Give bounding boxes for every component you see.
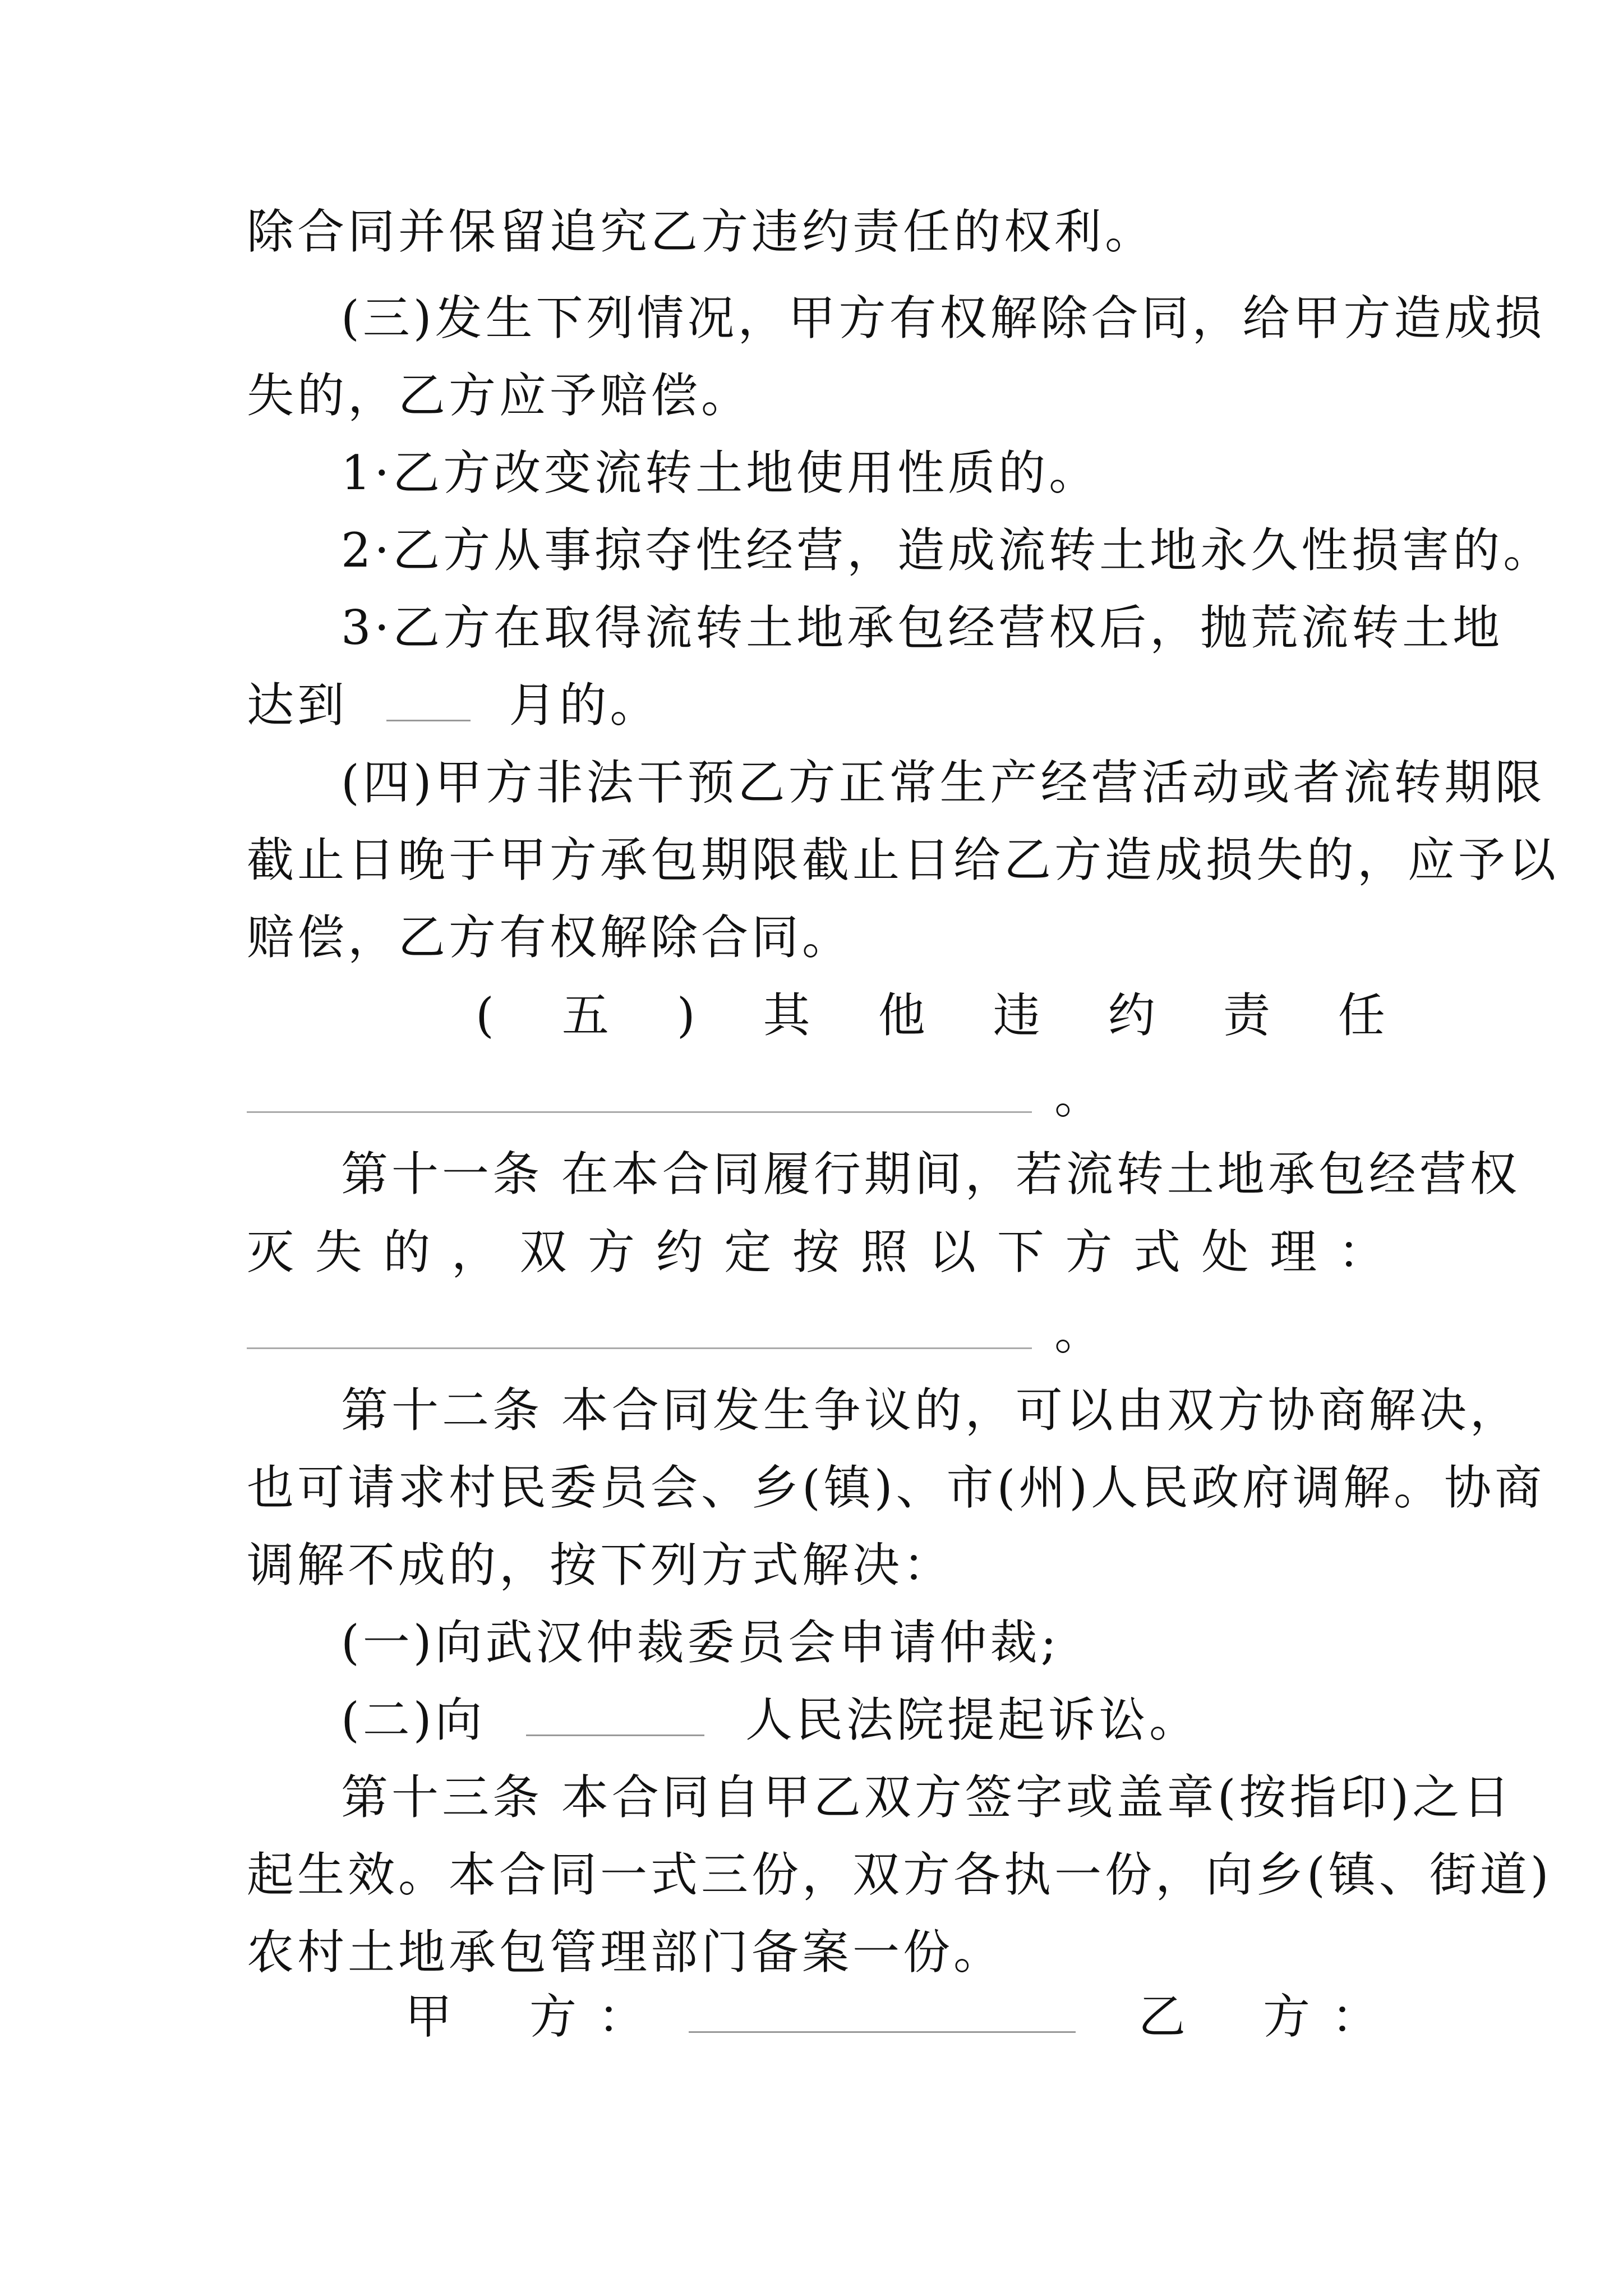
char: 按	[792, 1225, 840, 1280]
article-heading: 第十二条 本合同发生争议的，可以由双方协商解决，	[341, 1383, 1520, 1438]
char: 失	[315, 1225, 362, 1280]
line-text: 达到	[247, 678, 348, 733]
char: 责	[1223, 988, 1270, 1043]
char: 约	[656, 1225, 703, 1280]
article-heading: 第十三条 本合同自甲乙双方签字或盖章(按指印)之日	[341, 1770, 1514, 1825]
list-item	[341, 1692, 1385, 1748]
char: 方	[588, 1225, 635, 1280]
char: 甲	[405, 1989, 453, 2044]
char: (	[476, 988, 494, 1043]
char: ：	[1338, 1225, 1385, 1280]
char: 乙	[1138, 1989, 1186, 2044]
paragraph-line: 失的，乙方应予赔偿。	[247, 368, 752, 423]
char: ：	[598, 1989, 645, 2044]
paragraph-line: 除合同并保留追究乙方违约责任的权利。	[247, 204, 1156, 259]
paragraph-line: 赔偿，乙方有权解除合同。	[247, 910, 853, 965]
fill-in-blank	[386, 678, 471, 721]
list-item: 2·乙方从事掠夺性经营，造成流转土地永久性损害的。	[341, 523, 1554, 578]
line-text: 。	[1054, 1069, 1102, 1124]
list-item: 1·乙方改变流转土地使用性质的。	[341, 445, 1100, 500]
char: 约	[1108, 988, 1155, 1043]
char: 处	[1201, 1225, 1249, 1280]
char: 他	[878, 988, 925, 1043]
paragraph-line: (四)甲方非法干预乙方正常生产经营活动或者流转期限	[341, 755, 1546, 810]
fill-in-line	[247, 1069, 1101, 1125]
party-a-signature-field	[689, 1989, 1076, 2045]
list-item: 3·乙方在取得流转土地承包经营权后，抛荒流转土地	[341, 600, 1504, 655]
char: 的	[383, 1225, 431, 1280]
char: 以	[929, 1225, 976, 1280]
char: 双	[519, 1225, 567, 1280]
fill-in-blank	[247, 1308, 1032, 1349]
list-item: (一)向武汉仲裁委员会申请仲裁;	[341, 1615, 1060, 1670]
char: 五	[561, 988, 609, 1043]
char: 式	[1133, 1225, 1181, 1280]
char: ：	[1331, 1989, 1379, 2044]
paragraph-line	[247, 1224, 1385, 1280]
paragraph-line: 截止日晚于甲方承包期限截止日给乙方造成损失的，应予以	[247, 832, 1560, 887]
fill-in-blank	[247, 1072, 1032, 1113]
paragraph-line: 起生效。本合同一式三份，双方各执一份，向乡(镇、街道)	[247, 1847, 1552, 1902]
char: 违	[993, 988, 1040, 1043]
line-text: 月的。	[509, 678, 661, 733]
article-heading: 第十一条 在本合同履行期间，若流转土地承包经营权	[341, 1147, 1520, 1202]
party-b-label	[1138, 1989, 1378, 2045]
char: 方	[529, 1989, 577, 2044]
char: 方	[1065, 1225, 1113, 1280]
paragraph-line: 农村土地承包管理部门备案一份。	[247, 1925, 1004, 1980]
char: 理	[1270, 1225, 1317, 1280]
char: 照	[860, 1225, 908, 1280]
paragraph-line: (三)发生下列情况，甲方有权解除合同，给甲方造成损	[341, 291, 1546, 346]
line-text: 。	[1054, 1305, 1102, 1360]
char: 灭	[247, 1225, 294, 1280]
char: 任	[1338, 988, 1385, 1043]
char: )	[676, 988, 695, 1043]
paragraph-line: 也可请求村民委员会、乡(镇)、市(州)人民政府调解。协商	[247, 1460, 1546, 1515]
line-text: (二)向	[341, 1692, 486, 1747]
fill-in-blank	[689, 1990, 1076, 2033]
fill-in-blank	[526, 1693, 704, 1736]
fill-in-line	[247, 1305, 1101, 1361]
party-a-label	[405, 1989, 645, 2045]
char: ，	[451, 1225, 499, 1280]
paragraph-line	[476, 987, 1385, 1043]
paragraph-line	[247, 677, 1385, 733]
paragraph-line: 调解不成的，按下列方式解决：	[247, 1538, 954, 1593]
char: 定	[724, 1225, 772, 1280]
line-text: 人民法院提起诉讼。	[745, 1692, 1200, 1747]
char: 下	[997, 1225, 1044, 1280]
char: 方	[1263, 1989, 1311, 2044]
char: 其	[763, 988, 810, 1043]
